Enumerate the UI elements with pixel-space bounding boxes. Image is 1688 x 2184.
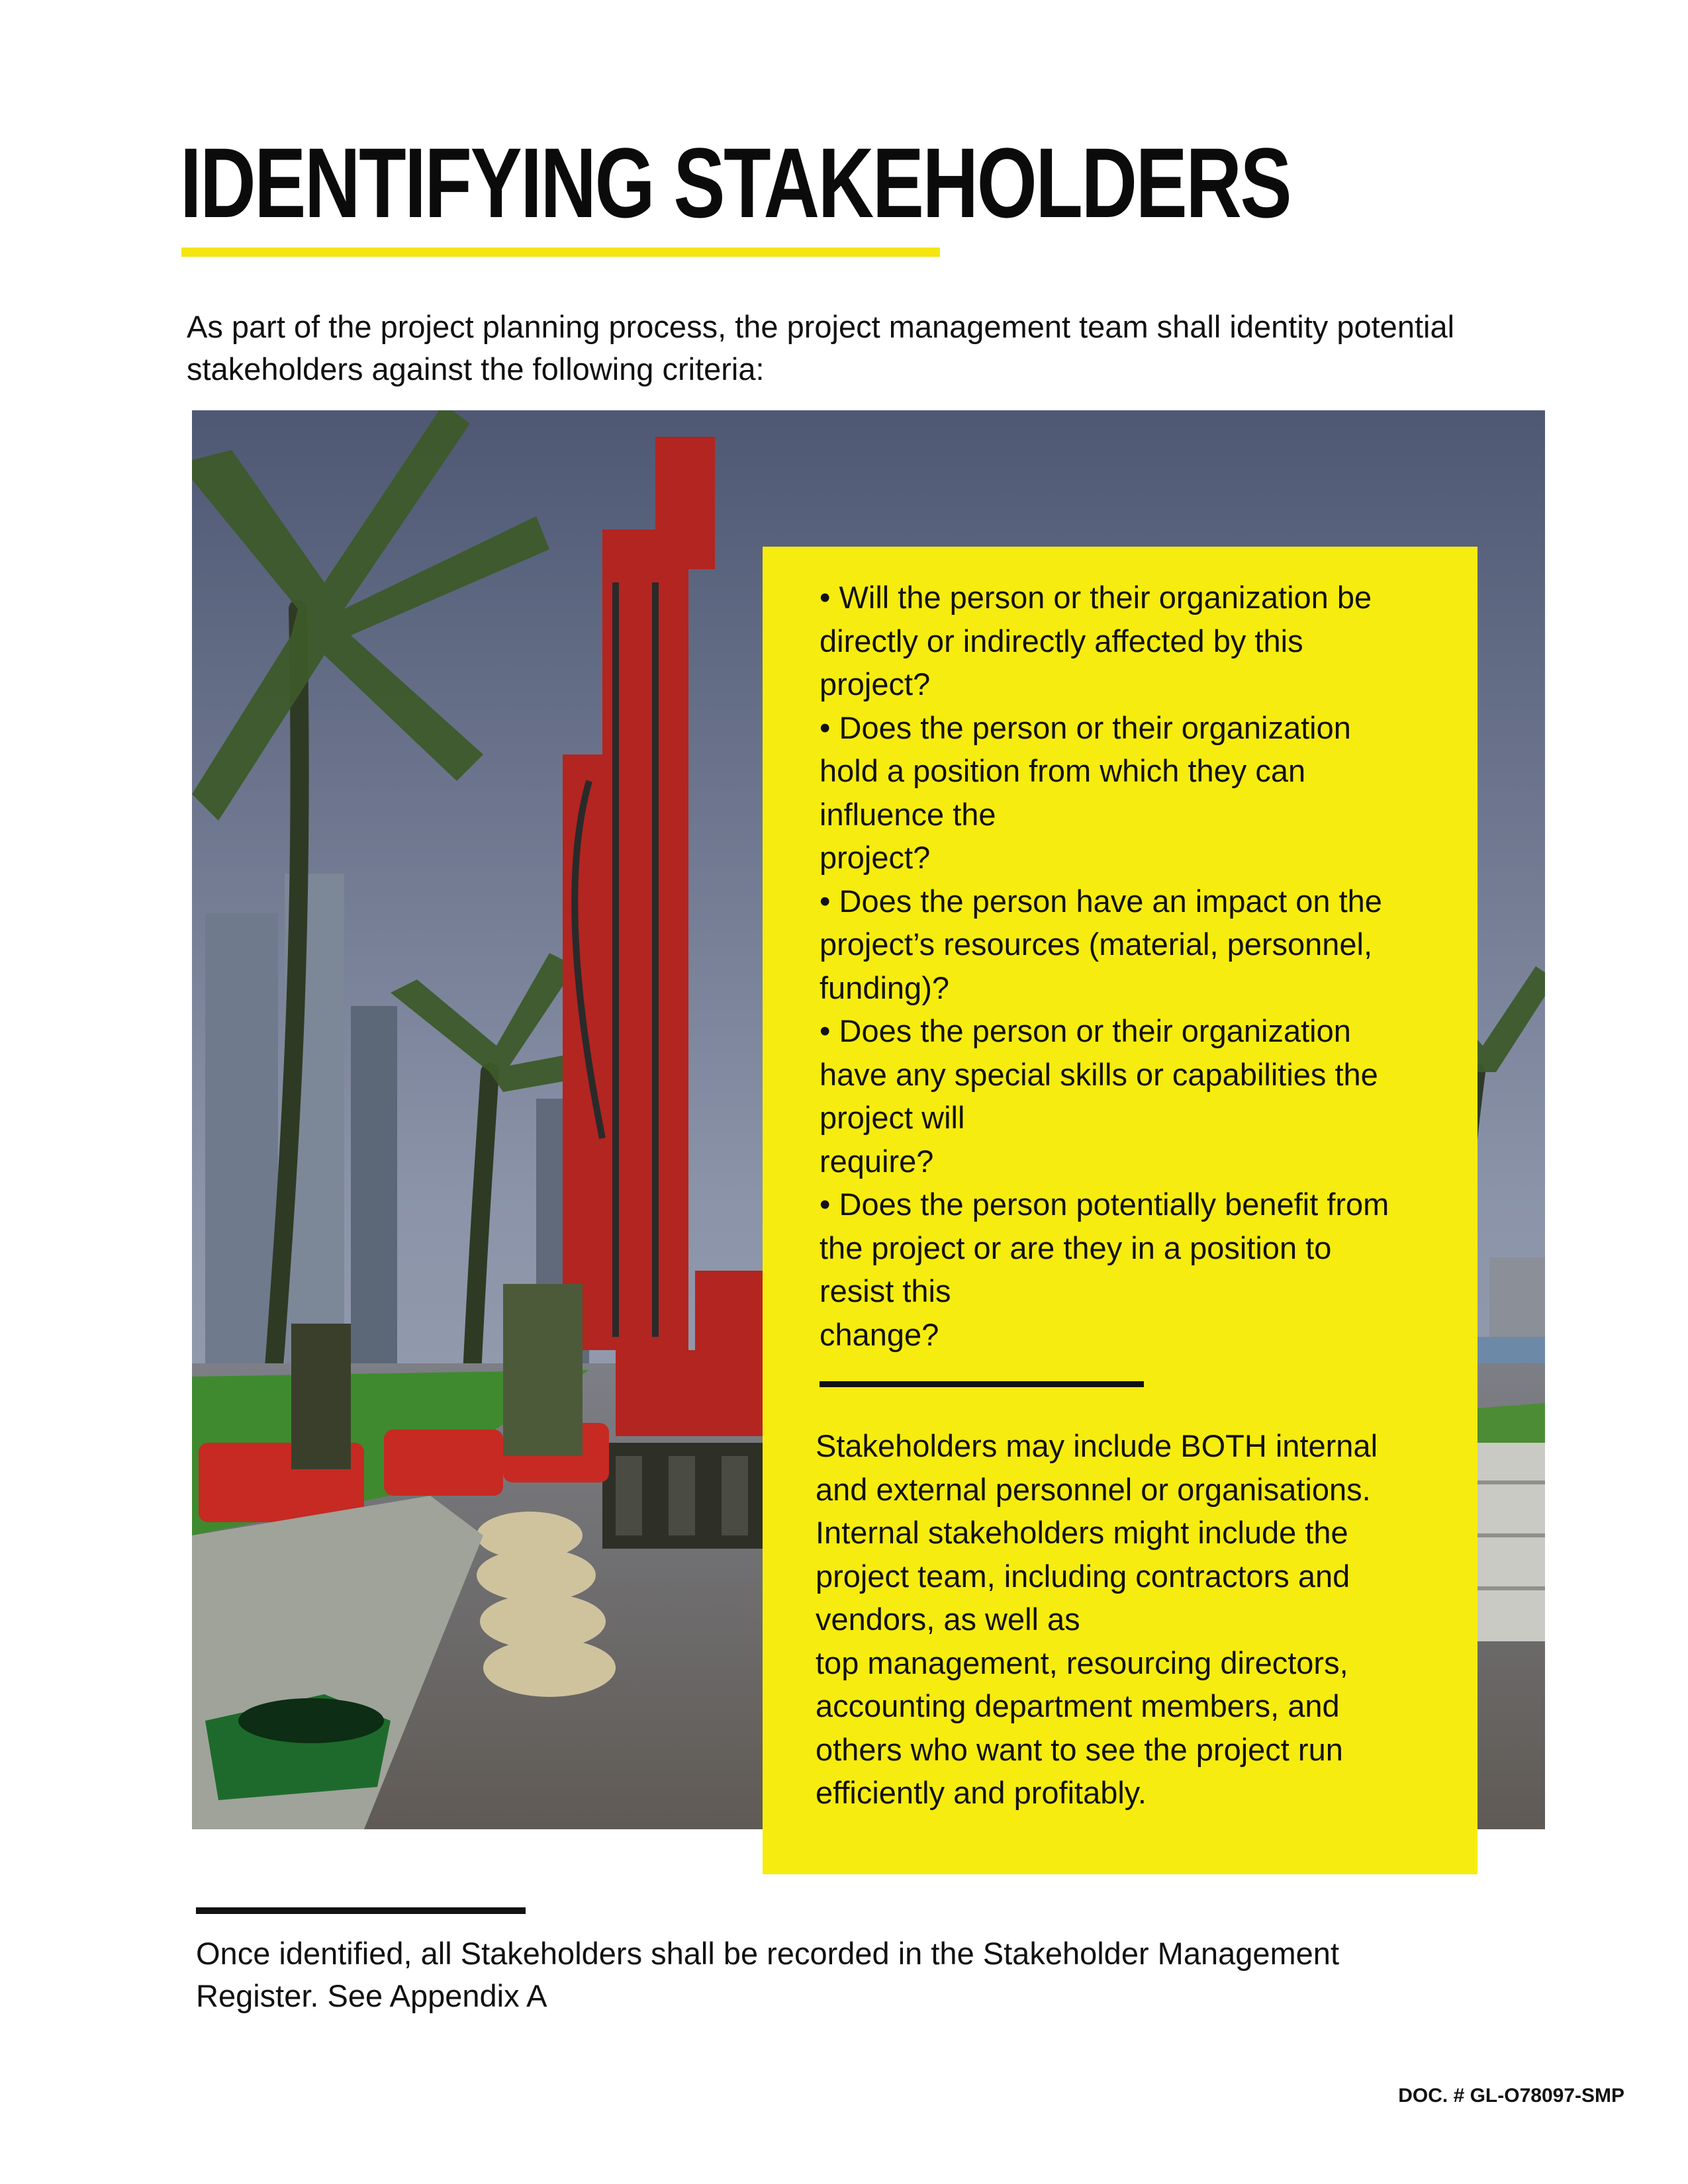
note-line: project team, including contractors and xyxy=(816,1558,1350,1594)
page-title: IDENTIFYING STAKEHOLDERS xyxy=(180,127,1291,238)
closing-line-1: Once identified, all Stakeholders shall be recorded in the Stakeholder Management xyxy=(196,1936,1339,1971)
document-number: DOC. # GL-O78097-SMP xyxy=(1398,2085,1624,2107)
closing-divider xyxy=(196,1907,526,1914)
criteria-line: hold a position from which they can xyxy=(820,753,1306,788)
criteria-line: funding)? xyxy=(820,970,949,1005)
criteria-line: require? xyxy=(820,1143,934,1179)
criteria-line: influence the xyxy=(820,796,996,832)
stakeholder-note xyxy=(816,1424,1435,1815)
criteria-line: • Does the person or their organization xyxy=(820,1013,1351,1048)
criteria-line: • Will the person or their organization be xyxy=(820,580,1372,615)
note-line: others who want to see the project run xyxy=(816,1731,1343,1767)
criteria-line: have any special skills or capabilities the xyxy=(820,1056,1378,1092)
note-line: and external personnel or organisations. xyxy=(816,1471,1371,1507)
criteria-line: • Does the person have an impact on the xyxy=(820,883,1382,919)
title-underline xyxy=(181,248,940,257)
criteria-line: project? xyxy=(820,666,931,702)
note-line: efficiently and profitably. xyxy=(816,1775,1147,1810)
intro-line-2: stakeholders against the following criteria: xyxy=(187,351,765,387)
criteria-line: project will xyxy=(820,1100,965,1135)
note-line: Stakeholders may include BOTH internal xyxy=(816,1428,1378,1463)
criteria-line: change? xyxy=(820,1316,939,1352)
criteria-callout-box xyxy=(763,547,1477,1874)
note-line: vendors, as well as xyxy=(816,1602,1080,1637)
note-line: Internal stakeholders might include the xyxy=(816,1515,1348,1550)
intro-paragraph xyxy=(187,306,1550,390)
closing-line-2: Register. See Appendix A xyxy=(196,1978,547,2013)
criteria-list xyxy=(820,576,1435,1356)
criteria-line: • Does the person or their organization xyxy=(820,709,1351,745)
note-line: top management, resourcing directors, xyxy=(816,1645,1348,1680)
closing-paragraph xyxy=(196,1933,1520,2017)
criteria-line: directly or indirectly affected by this xyxy=(820,623,1303,659)
criteria-line: resist this xyxy=(820,1273,951,1308)
note-line: accounting department members, and xyxy=(816,1688,1340,1723)
intro-line-1: As part of the project planning process, the project management team shall identity potential xyxy=(187,309,1455,344)
callout-divider xyxy=(820,1381,1144,1387)
criteria-line: the project or are they in a position to xyxy=(820,1230,1332,1265)
criteria-line: project? xyxy=(820,840,931,875)
criteria-line: • Does the person potentially benefit from xyxy=(820,1187,1389,1222)
criteria-line: project’s resources (material, personnel, xyxy=(820,927,1373,962)
